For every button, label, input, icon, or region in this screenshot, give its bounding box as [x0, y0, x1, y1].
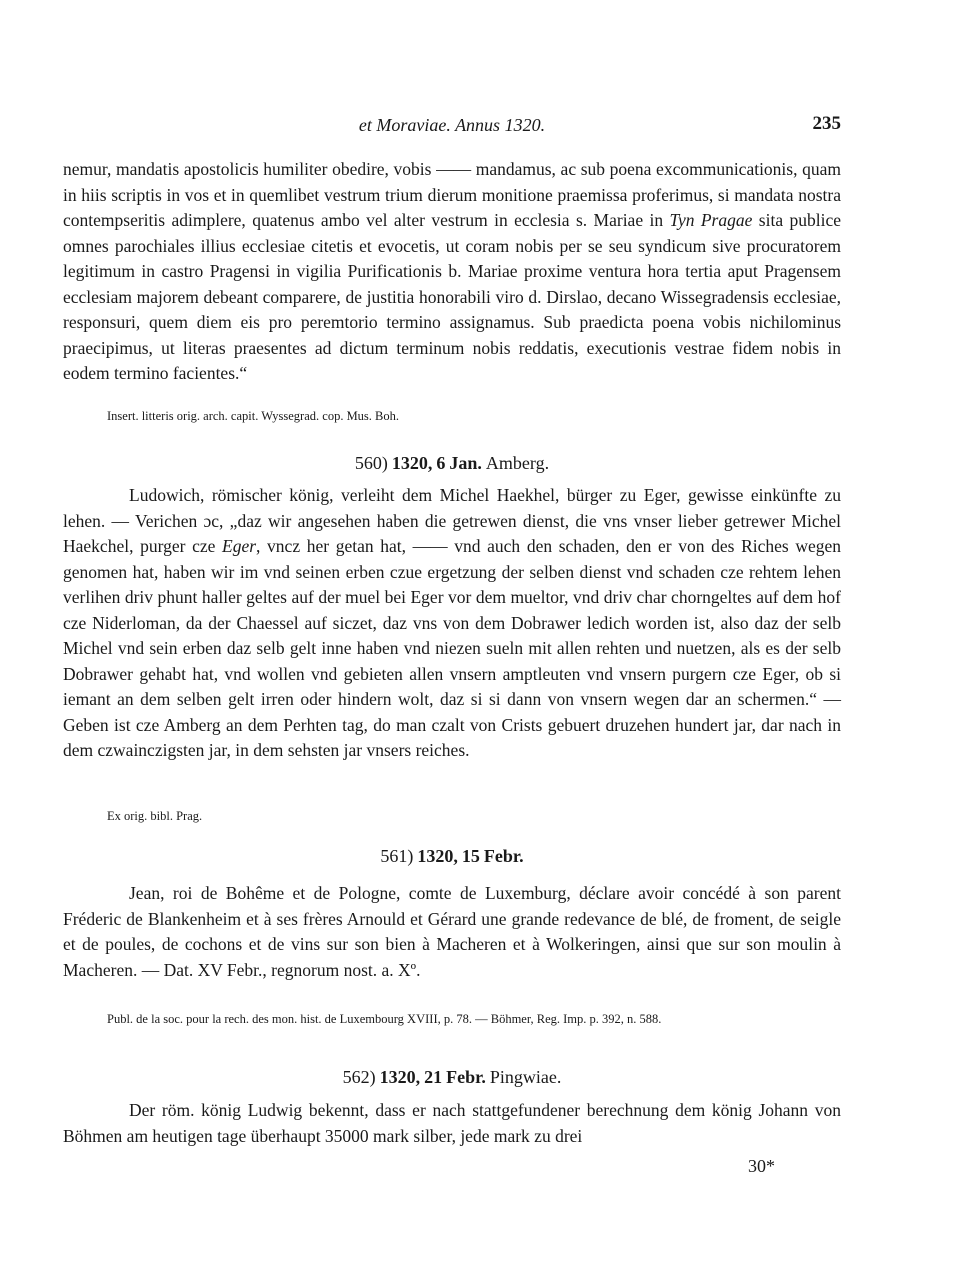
entry-place: Pingwiae. [489, 1067, 562, 1087]
source-note: Ex orig. bibl. Prag. [107, 809, 203, 823]
paragraph [63, 483, 841, 764]
entry-heading-561 [63, 846, 841, 867]
entry-month: Febr. [483, 846, 524, 866]
page-number: 235 [812, 113, 841, 134]
entry-year: 1320, [391, 453, 433, 473]
entry-day: 6 [436, 453, 446, 473]
continued-paragraph [63, 157, 841, 387]
running-title: et Moraviae. Annus 1320. [358, 115, 546, 135]
text-segment: nemur, mandatis apostolicis humiliter obedire, vobis —— mandamus, ac sub poena excommunicationis, quam in hiis scriptis in vos et in quemlibet vestrum trium dierum monitione praemissa proferimus, si mandata nostra contempseritis adimplere, quatenus ambo vel alter vestrum in ecclesia s. Mariae in [63, 159, 841, 230]
continued-document-text [63, 157, 841, 387]
signature-mark: 30* [748, 1156, 775, 1176]
entry-day: 15 [461, 846, 480, 866]
entry-month: Febr. [446, 1067, 486, 1087]
entry-day: 21 [424, 1067, 443, 1087]
text-segment: , vncz her getan hat, —— vnd auch den schaden, den er von des Riches wegen genomen hat, haben wir im vnd seinen erben czue ergetzung der selben dienst vnd schaden cze rehtem lehen verlihen driv phunt haller geltes auf der muel bei Eger vor dem mueltor, vnd driv char chorngeltes auf dem hof cze Niderloman, da der Chaessel auf siczet, daz vns von dem Dobrawer ledich worden ist, also daz der selb Michel vnd sein erben daz selb gelt inne haben vnd niezen sueln mit allen rehten und nuetzen, als es der selb Dobrawer gehabt hat, vnd wollen vnd gebieten allen vnsern amptleuten vnd vnsern purgern cze Eger, ob si iemant an dem selben gelt irren oder hindern wolt, daz si si dann von vnsern wegen dar an schermen.“ — Geben ist cze Amberg an dem Perhten tag, do man czalt von Crists gebuert druzehen hundert jar, dar nach in dem czwainczigsten jar, in dem sehsten jar vnsers reiches. [63, 536, 842, 760]
entry-text-560 [63, 483, 841, 764]
entry-place: Amberg. [485, 453, 550, 473]
entry-heading-562 [63, 1067, 841, 1088]
entry-text-562 [63, 1098, 841, 1149]
italic-place-name: Eger [222, 536, 257, 556]
paragraph: Der röm. könig Ludwig bekennt, dass er nach stattgefundener berechnung dem könig Johann von Böhmen am heutigen tage überhaupt 35000 mark silber, jede mark zu drei [63, 1100, 841, 1146]
italic-place-name: Tyn Pragae [669, 210, 753, 230]
entry-number: 562) [342, 1067, 376, 1087]
text-segment: Ludowich, römischer könig, verleiht dem Michel Haekhel, bürger zu Eger, gewisse einkünfte zu lehen. — Verichen ɔc, „daz wir angesehen haben die getrewen dienst, die vns vnser lieber getrewer Michel Haekchel, purger cze [63, 485, 841, 556]
page-header [63, 113, 841, 139]
entry-year: 1320, [417, 846, 458, 866]
source-note: Insert. litteris orig. arch. capit. Wyssegrad. cop. Mus. Boh. [107, 409, 400, 423]
source-note: Publ. de la soc. pour la rech. des mon. hist. de Luxembourg XVIII, p. 78. — Böhmer, Reg. Imp. p. 392, n. 588. [107, 1012, 662, 1026]
entry-number: 561) [380, 846, 414, 866]
entry-heading-560 [63, 453, 841, 474]
paragraph: Jean, roi de Bohême et de Pologne, comte de Luxemburg, déclare avoir concédé à son parent Fréderic de Blankenheim et à ses frères Arnould et Gérard une grande redevance de blé, de froment, de seigle et de poules, de cochons et de vins sur son bien à Macheren et à Wolkeringen, ainsi que sur son moulin à Macheren. — Dat. XV Febr., regnorum nost. a. Xº. [63, 883, 841, 980]
text-segment: sita publice omnes parochiales illius ecclesiae citetis et evocetis, ut coram nobis per se seu syndicum sive procuratorem legitimum in castro Pragensi in vigilia Purificationis b. Mariae proxime ventura hora tertia aput Pragensem ecclesiam majorem debeant comparere, de justitia honorabili viro d. Dirslao, decano Wissegradensis ecclesiae, responsuri, quem diem eis pro peremtorio termino assignamus. Sub praedicta poena vobis nichilominus praecipimus, ut literas praesentes ad dictum terminum nobis reddatis, executionis vestrae fidem nobis in eodem termino facientes.“ [63, 210, 842, 383]
entry-number: 560) [354, 453, 388, 473]
entry-text-561 [63, 881, 841, 983]
entry-month: Jan. [449, 453, 482, 473]
entry-year: 1320, [379, 1067, 421, 1087]
